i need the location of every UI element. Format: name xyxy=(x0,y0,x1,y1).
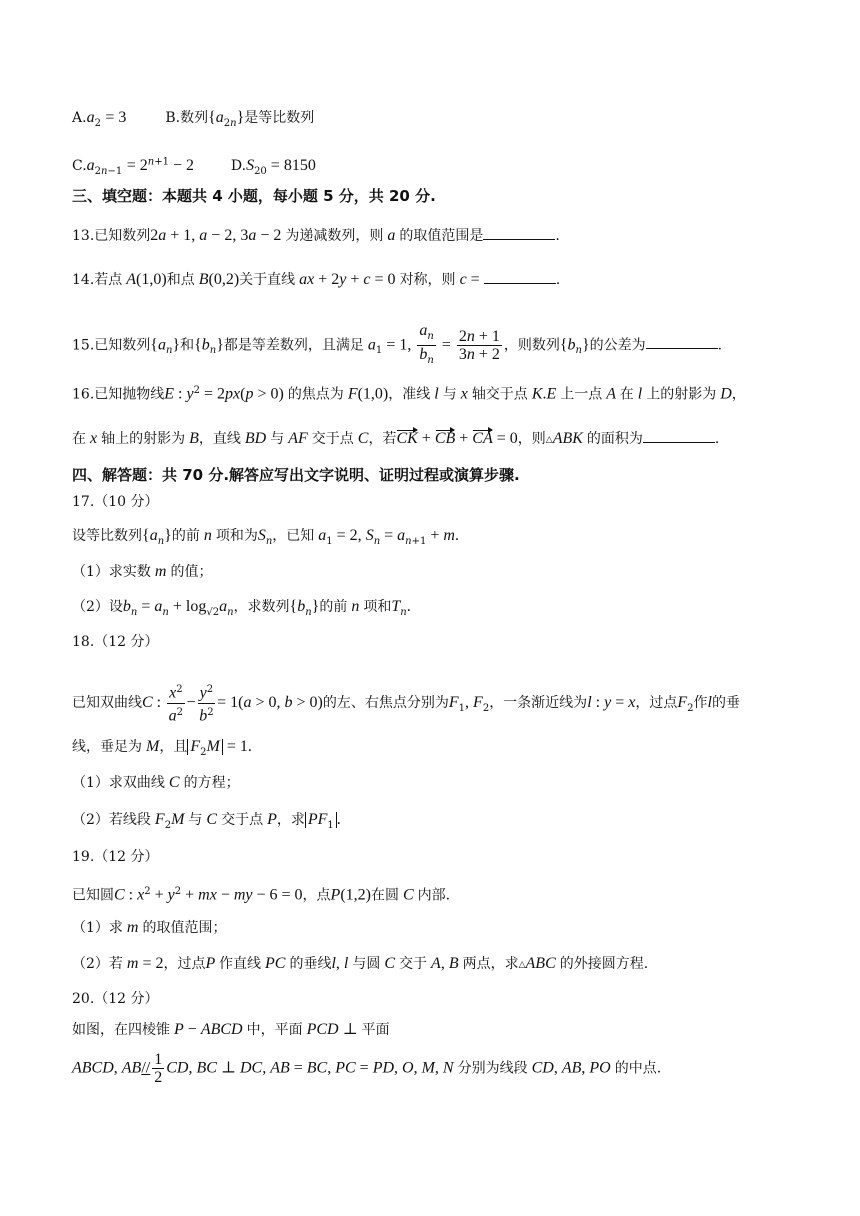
option-row-cd xyxy=(72,152,316,181)
question-19-head: 19.（12 分） xyxy=(72,849,159,865)
answer-blank[interactable] xyxy=(483,225,555,240)
question-13: 13.已知数列2a + 1, a − 2, 3a − 2 为递减数列，则 a 的取值范围是 . xyxy=(72,227,560,244)
option-c: $C.a_{2n-1} = 2^{n+1} - 2$ xyxy=(72,156,194,177)
question-17-head: 17.（10 分） xyxy=(72,494,159,510)
question-17-part1: （1）求实数 m 的值； xyxy=(72,563,213,580)
option-row-ab xyxy=(72,108,314,134)
question-19-stem: 已知圆C : $x^2 + y^2$ + mx − my − 6 = 0，点P(1,2)在圆 C 内部. xyxy=(72,886,451,904)
question-18-part2: （2）若线段 $F_2M$ 与 C 交于点 P，求 $PF_1$ . xyxy=(72,811,341,831)
answer-blank[interactable] xyxy=(646,334,718,349)
question-20-line2: ABCD, AB// $\frac{1}{2}$ CD, BC ⊥ DC, AB = BC, PC = PD, O, M, N 分别为线段 CD, AB, PO 的中点. xyxy=(72,1051,662,1086)
question-19-part2: （2）若 m = 2，过点P 作直线 PC 的垂线l, l 与圆 C 交于 A, B 两点，求△ABC 的外接圆方程. xyxy=(72,955,649,972)
question-15: 15.已知数列$\{a_n\}$和$\{b_n\}$都是等差数列，且满足 $a_1 = 1$, $\frac{a_n}{b_n}$ = $\frac{2n + 1}{3n + 2}$ ，则数列$\{b_n\}$的公差为 . xyxy=(72,322,722,369)
question-18-line2: 线，垂足为 M，且 $F_2M = 1$. xyxy=(72,738,252,758)
option-b: B.数列$\{a_{2n}\}$是等比数列 xyxy=(165,109,315,129)
question-19-part1: （1）求 m 的取值范围； xyxy=(72,919,227,936)
fraction: $\frac{a_n}{b_n}$ xyxy=(419,322,434,366)
section4-heading: 四、解答题：共 70 分.解答应写出文字说明、证明过程或演算步骤. xyxy=(72,466,520,484)
question-20-line1: 如图，在四棱锥 P − ABCD 中，平面 PCD ⊥ 平面 xyxy=(72,1021,390,1038)
question-14: 14.若点 A(1,0)和点 B(0,2)关于直线 ax + 2y + c = 0 对称，则 c = . xyxy=(72,271,561,288)
question-17-stem: 设等比数列$\{a_n\}$的前 n 项和为$S_n$，已知 $a_1 = 2$, $S_n = a_{n+1} + m$. xyxy=(72,527,459,547)
option-d: $D.S_{20} = 8150$ xyxy=(230,156,316,177)
fraction: $\frac{2n + 1}{3n + 2}$ xyxy=(458,327,500,363)
option-a: $A.a_2 = 3$ xyxy=(72,109,127,129)
question-16-line2: 在 x 轴上的射影为 B，直线 BD 与 AF 交于点 C，若CK + CB + CA = 0，则△ABK 的面积为 . xyxy=(72,430,720,447)
question-20-head: 20.（12 分） xyxy=(72,991,159,1007)
fraction: $\frac{x^2}{a^2}$ xyxy=(167,681,184,725)
question-18-head: 18.（12 分） xyxy=(72,634,159,650)
question-18-part1: （1）求双曲线 C 的方程； xyxy=(72,774,240,791)
question-18-stem: 已知双曲线C : $\frac{x^2}{a^2}$ − $\frac{y^2}{b^2}$ = 1(a > 0, b > 0)的左、右焦点分别为$F_1$, $F_2$，一条渐近线为l : y = x，过点$F_2$作l的垂 xyxy=(72,681,740,725)
section3-heading: 三、填空题：本题共 4 小题，每小题 5 分，共 20 分. xyxy=(72,187,436,205)
fraction: $\frac{1}{2}$ xyxy=(154,1051,163,1086)
fraction: $\frac{y^2}{b^2}$ xyxy=(198,681,215,725)
answer-blank[interactable] xyxy=(643,428,715,443)
question-16-line1: 16.已知抛物线E : $y^2 = 2px(p > 0)$ 的焦点为 F(1,0)，准线 l 与 x 轴交于点 K.E 上一点 A 在 l 上的射影为 D， xyxy=(72,385,746,403)
question-17-part2: （2）设$b_n = a_n + \log_{√2}a_n$，求数列$\{b_n\}$的前 n 项和$T_n$. xyxy=(72,598,411,618)
answer-blank[interactable] xyxy=(484,269,556,284)
